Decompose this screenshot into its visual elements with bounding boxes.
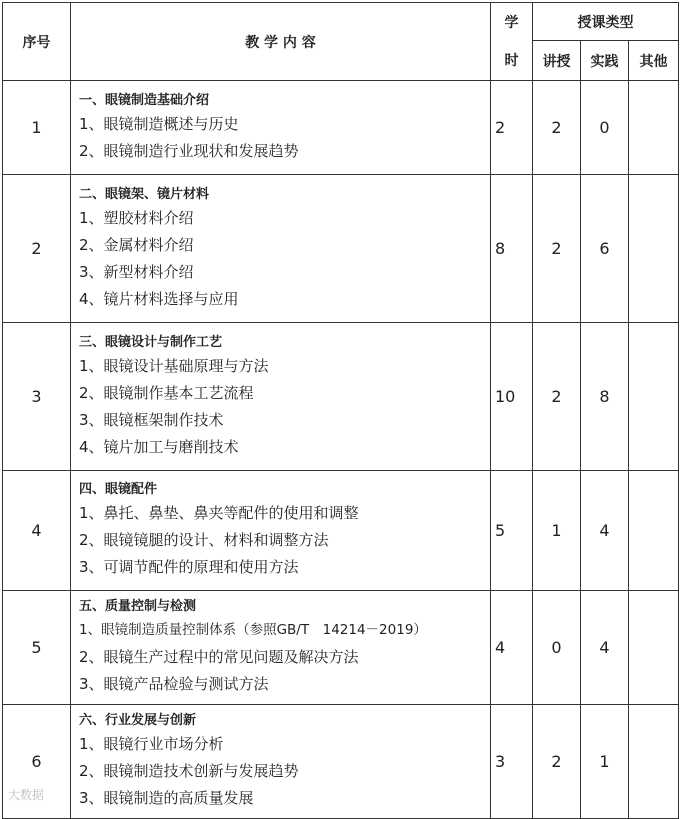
section-title: 一、眼镜制造基础介绍 <box>79 92 210 108</box>
table-row <box>3 471 679 591</box>
row-other <box>629 591 679 705</box>
list-item: 1、眼镜制造概述与历史 <box>79 114 239 133</box>
header-hours-line1: 学 <box>504 14 519 31</box>
header-lecture: 讲授 <box>533 41 581 81</box>
list-item: 2、金属材料介绍 <box>79 235 194 254</box>
list-item: 2、眼镜镜腿的设计、材料和调整方法 <box>79 531 329 549</box>
row-practice: 0 <box>581 81 629 175</box>
row-content <box>71 705 491 819</box>
table-row <box>3 81 679 175</box>
row-seq: 2 <box>3 175 71 323</box>
row-seq: 5 <box>3 591 71 705</box>
section-title: 六、行业发展与创新 <box>79 713 197 728</box>
table-row <box>3 705 679 819</box>
row-lecture: 1 <box>533 471 581 591</box>
header-other: 其他 <box>629 41 679 81</box>
list-item: 4、镜片材料选择与应用 <box>79 289 239 308</box>
row-practice: 8 <box>581 323 629 471</box>
list-item: 1、眼镜设计基础原理与方法 <box>79 356 269 375</box>
row-hours: 5 <box>491 471 533 591</box>
section-title: 四、眼镜配件 <box>79 482 158 497</box>
table-row <box>3 175 679 323</box>
header-seq: 序号 <box>3 3 71 81</box>
row-seq: 1 <box>3 81 71 175</box>
header-type-group: 授课类型 <box>533 3 679 41</box>
row-seq: 4 <box>3 471 71 591</box>
row-lecture: 0 <box>533 591 581 705</box>
list-item: 3、新型材料介绍 <box>79 262 194 281</box>
row-content <box>71 323 491 471</box>
row-practice: 4 <box>581 591 629 705</box>
row-other <box>629 175 679 323</box>
row-lecture: 2 <box>533 705 581 819</box>
list-item: 1、眼镜制造质量控制体系（参照GB/T 14214－2019） <box>79 622 427 638</box>
row-lecture: 2 <box>533 81 581 175</box>
row-practice: 1 <box>581 705 629 819</box>
row-hours: 8 <box>491 175 533 323</box>
row-seq: 6 <box>3 705 71 819</box>
list-item: 3、眼镜框架制作技术 <box>79 410 224 429</box>
header-practice: 实践 <box>581 41 629 81</box>
list-item: 1、鼻托、鼻垫、鼻夹等配件的使用和调整 <box>79 504 359 522</box>
table-row <box>3 591 679 705</box>
row-other <box>629 471 679 591</box>
row-practice: 4 <box>581 471 629 591</box>
row-hours: 4 <box>491 591 533 705</box>
header-hours-line2: 时 <box>504 52 519 69</box>
list-item: 4、镜片加工与磨削技术 <box>79 437 239 456</box>
list-item: 2、眼镜制造技术创新与发展趋势 <box>79 762 299 780</box>
list-item: 2、眼镜生产过程中的常见问题及解决方法 <box>79 648 359 666</box>
list-item: 1、眼镜行业市场分析 <box>79 735 224 753</box>
row-other <box>629 323 679 471</box>
list-item: 3、可调节配件的原理和使用方法 <box>79 558 299 576</box>
section-title: 二、眼镜架、镜片材料 <box>79 186 210 202</box>
row-seq: 3 <box>3 323 71 471</box>
row-other <box>629 705 679 819</box>
header-hours <box>491 3 533 81</box>
list-item: 2、眼镜制造行业现状和发展趋势 <box>79 141 299 160</box>
row-other <box>629 81 679 175</box>
row-lecture: 2 <box>533 323 581 471</box>
row-hours: 10 <box>491 323 533 471</box>
list-item: 3、眼镜产品检验与测试方法 <box>79 675 269 693</box>
row-content <box>71 591 491 705</box>
row-content <box>71 81 491 175</box>
row-content <box>71 471 491 591</box>
row-practice: 6 <box>581 175 629 323</box>
row-content <box>71 175 491 323</box>
row-lecture: 2 <box>533 175 581 323</box>
table-row <box>3 323 679 471</box>
list-item: 2、眼镜制作基本工艺流程 <box>79 383 254 402</box>
section-title: 三、眼镜设计与制作工艺 <box>79 334 223 350</box>
row-hours: 3 <box>491 705 533 819</box>
watermark: 大数据 <box>8 788 45 802</box>
row-hours: 2 <box>491 81 533 175</box>
section-title: 五、质量控制与检测 <box>79 599 197 614</box>
list-item: 1、塑胶材料介绍 <box>79 208 194 227</box>
list-item: 3、眼镜制造的高质量发展 <box>79 789 254 807</box>
header-content: 教 学 内 容 <box>71 3 491 81</box>
curriculum-table <box>2 2 679 819</box>
